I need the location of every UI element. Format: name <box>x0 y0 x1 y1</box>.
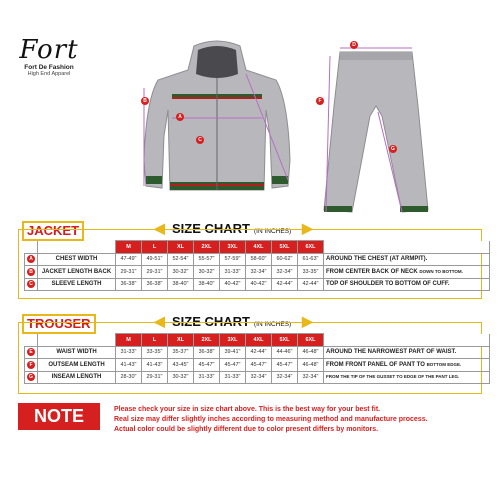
brand-mark: Fort <box>19 35 79 65</box>
trousers-image <box>312 46 440 222</box>
size-value: 46-48" <box>298 359 324 372</box>
size-header-cell: M <box>116 334 142 347</box>
size-value: 31-33" <box>220 266 246 279</box>
table-row <box>25 359 490 372</box>
size-header-cell: 4XL <box>246 241 272 254</box>
jacket-label: JACKET <box>22 221 84 241</box>
size-value: 32-34" <box>246 371 272 384</box>
jacket-size-header <box>25 241 490 254</box>
size-value: 32-34" <box>272 371 298 384</box>
note-line: Actual color could be slightly different due to color present differs by monitors. <box>114 426 379 433</box>
size-value: 45-47" <box>246 359 272 372</box>
row-marker: A <box>27 255 35 263</box>
size-header-cell: L <box>142 241 168 254</box>
measurement-description: FROM CENTER BACK OF NECK DOWN TO BOTTOM. <box>324 266 490 279</box>
marker-g: G <box>389 145 397 153</box>
size-value: 42-44" <box>246 346 272 359</box>
measurement-name: CHEST WIDTH <box>38 253 116 266</box>
size-value: 40-42" <box>220 278 246 291</box>
size-value: 41-43" <box>142 359 168 372</box>
table-row <box>25 278 490 291</box>
size-value: 60-62" <box>272 253 298 266</box>
measurement-description: AROUND THE NARROWEST PART OF WAIST. <box>324 346 490 359</box>
size-value: 31-33" <box>194 371 220 384</box>
table-row <box>25 346 490 359</box>
size-value: 41-43" <box>116 359 142 372</box>
row-marker: G <box>27 373 35 381</box>
row-marker: E <box>27 348 35 356</box>
size-value: 30-32" <box>168 371 194 384</box>
marker-f: F <box>316 97 324 105</box>
note-badge: NOTE <box>18 403 100 430</box>
size-value: 30-32" <box>168 266 194 279</box>
size-value: 43-45" <box>168 359 194 372</box>
size-value: 29-31" <box>142 371 168 384</box>
size-header-cell: 5XL <box>272 241 298 254</box>
note-line: Please check your size in size chart above. This is the best way for your best fit. <box>114 406 381 413</box>
size-header-cell: 2XL <box>194 241 220 254</box>
note-text <box>114 405 494 435</box>
size-value: 33-35" <box>142 346 168 359</box>
size-header-cell: 3XL <box>220 241 246 254</box>
marker-c: C <box>196 136 204 144</box>
size-value: 45-47" <box>194 359 220 372</box>
size-header-cell: XL <box>168 334 194 347</box>
row-marker: F <box>27 361 35 369</box>
size-value: 38-40" <box>194 278 220 291</box>
table-row <box>25 266 490 279</box>
size-value: 38-40" <box>168 278 194 291</box>
jacket-chart-title: SIZE CHART (IN INCHES) <box>172 221 292 236</box>
size-header-cell: 6XL <box>298 241 324 254</box>
size-value: 31-33" <box>116 346 142 359</box>
note-line: Real size may differ slightly inches according to measuring method and manufacture process. <box>114 416 428 423</box>
size-value: 32-34" <box>246 266 272 279</box>
size-value: 58-60" <box>246 253 272 266</box>
trouser-chart-title: SIZE CHART (IN INCHES) <box>172 314 292 329</box>
brand-tagline: High End Apparel <box>27 71 71 77</box>
table-row <box>25 371 490 384</box>
size-value: 57-59" <box>220 253 246 266</box>
measurement-name: SLEEVE LENGTH <box>38 278 116 291</box>
size-value: 35-37" <box>168 346 194 359</box>
size-header-cell: XL <box>168 241 194 254</box>
size-header-cell: M <box>116 241 142 254</box>
size-value: 44-46" <box>272 346 298 359</box>
jacket-unit: (IN INCHES) <box>254 228 292 235</box>
size-value: 45-47" <box>220 359 246 372</box>
measurement-description: FROM FRONT PANEL OF PANT TO BOTTOM EDGE. <box>324 359 490 372</box>
size-value: 32-34" <box>298 371 324 384</box>
size-value: 28-30" <box>116 371 142 384</box>
row-marker: C <box>27 280 35 288</box>
size-value: 30-32" <box>194 266 220 279</box>
hoodie-image <box>138 40 296 196</box>
size-value: 29-31" <box>142 266 168 279</box>
size-value: 47-49" <box>116 253 142 266</box>
size-value: 49-51" <box>142 253 168 266</box>
size-value: 29-31" <box>116 266 142 279</box>
size-value: 36-38" <box>194 346 220 359</box>
size-value: 32-34" <box>272 266 298 279</box>
size-value: 40-42" <box>246 278 272 291</box>
measurement-description: TOP OF SHOULDER TO BOTTOM OF CUFF. <box>324 278 490 291</box>
right-arrow-icon: ▶ <box>302 220 313 236</box>
size-value: 45-47" <box>272 359 298 372</box>
size-value: 31-33" <box>220 371 246 384</box>
size-header-cell: L <box>142 334 168 347</box>
trouser-label: TROUSER <box>22 314 96 334</box>
brand-logo <box>8 36 90 77</box>
measurement-name: WAIST WIDTH <box>38 346 116 359</box>
measurement-name: OUTSEAM LENGTH <box>38 359 116 372</box>
trouser-size-table <box>24 333 490 384</box>
measurement-description: AROUND THE CHEST (AT ARMPIT). <box>324 253 490 266</box>
size-header-cell: 3XL <box>220 334 246 347</box>
measurement-name: JACKET LENGTH BACK <box>38 266 116 279</box>
size-value: 42-44" <box>272 278 298 291</box>
trouser-size-header <box>25 334 490 347</box>
trouser-unit: (IN INCHES) <box>254 321 292 328</box>
size-value: 52-54" <box>168 253 194 266</box>
table-row <box>25 253 490 266</box>
size-value: 36-38" <box>116 278 142 291</box>
marker-d: D <box>350 41 358 49</box>
marker-a: A <box>176 113 184 121</box>
size-header-cell: 5XL <box>272 334 298 347</box>
size-value: 46-48" <box>298 346 324 359</box>
size-value: 42-44" <box>298 278 324 291</box>
brand-name: Fort De Fashion <box>24 64 74 71</box>
size-value: 61-63" <box>298 253 324 266</box>
size-header-cell: 6XL <box>298 334 324 347</box>
jacket-size-table <box>24 240 490 291</box>
size-value: 36-38" <box>142 278 168 291</box>
size-value: 33-35" <box>298 266 324 279</box>
size-header-cell: 4XL <box>246 334 272 347</box>
right-arrow-icon: ▶ <box>302 313 313 329</box>
marker-b: B <box>141 97 149 105</box>
left-arrow-icon: ◀ <box>154 313 165 329</box>
size-value: 39-41" <box>220 346 246 359</box>
row-marker: B <box>27 268 35 276</box>
size-header-cell: 2XL <box>194 334 220 347</box>
measurement-name: INSEAM LENGTH <box>38 371 116 384</box>
left-arrow-icon: ◀ <box>154 220 165 236</box>
measurement-description: FROM THE TIP OF THE GUSSET TO EDGE OF THE PANT LEG. <box>324 371 490 384</box>
size-value: 55-57" <box>194 253 220 266</box>
